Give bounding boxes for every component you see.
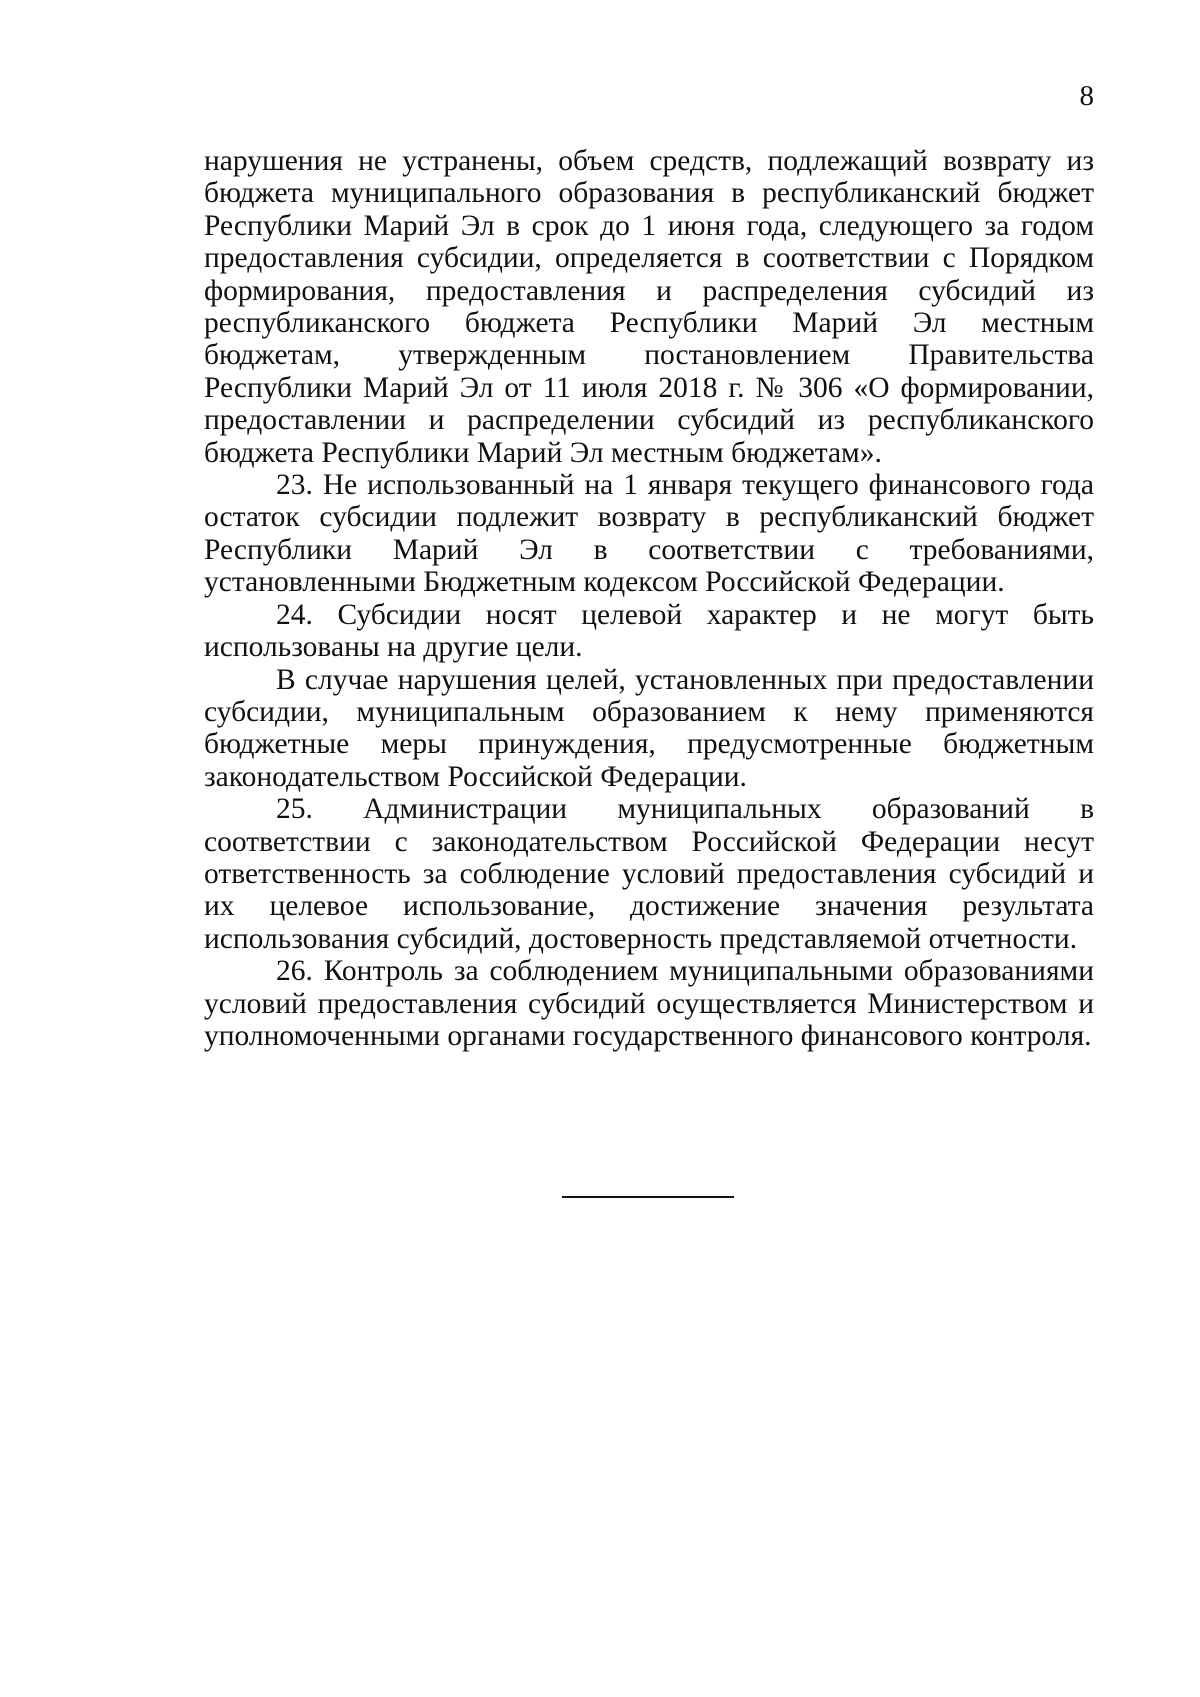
page-number: 8 <box>1079 80 1094 112</box>
paragraph-item-24: 24. Субсидии носят целевой характер и не могут быть использованы на другие цели. <box>204 598 1094 664</box>
paragraph-item-25: 25. Администрации муниципальных образований в соответствии с законодательством Российской Федерации несут ответственность за соблюдение условий предоставления субсидий и их целевое использование, достижение значения результата использования субсидий, достоверность представляемой отчетности. <box>204 793 1094 955</box>
document-body <box>204 145 1094 1052</box>
paragraph-item-24-violation: В случае нарушения целей, установленных при предоставлении субсидии, муниципальным образованием к нему применяются бюджетные меры принуждения, предусмотренные бюджетным законодательством Российской Федерации. <box>204 663 1094 793</box>
end-of-document-rule <box>562 1196 734 1198</box>
paragraph-continuation: нарушения не устранены, объем средств, подлежащий возврату из бюджета муниципального образования в республиканский бюджет Республики Марий Эл в срок до 1 июня года, следующего за годом предоставления субсидии, определяется в соответствии с Порядком формирования, предоставления и распределения субсидий из республиканского бюджета Республики Марий Эл местным бюджетам, утвержденным постановлением Правительства Республики Марий Эл от 11 июля 2018 г. № 306 «О формировании, предоставлении и распределении субсидий из республиканского бюджета Республики Марий Эл местным бюджетам». <box>204 145 1094 469</box>
paragraph-item-26: 26. Контроль за соблюдением муниципальными образованиями условий предоставления субсидий осуществляется Министерством и уполномоченными органами государственного финансового контроля. <box>204 955 1094 1052</box>
paragraph-item-23: 23. Не использованный на 1 января текущего финансового года остаток субсидии подлежит возврату в республиканский бюджет Республики Марий Эл в соответствии с требованиями, установленными Бюджетным кодексом Российской Федерации. <box>204 469 1094 599</box>
